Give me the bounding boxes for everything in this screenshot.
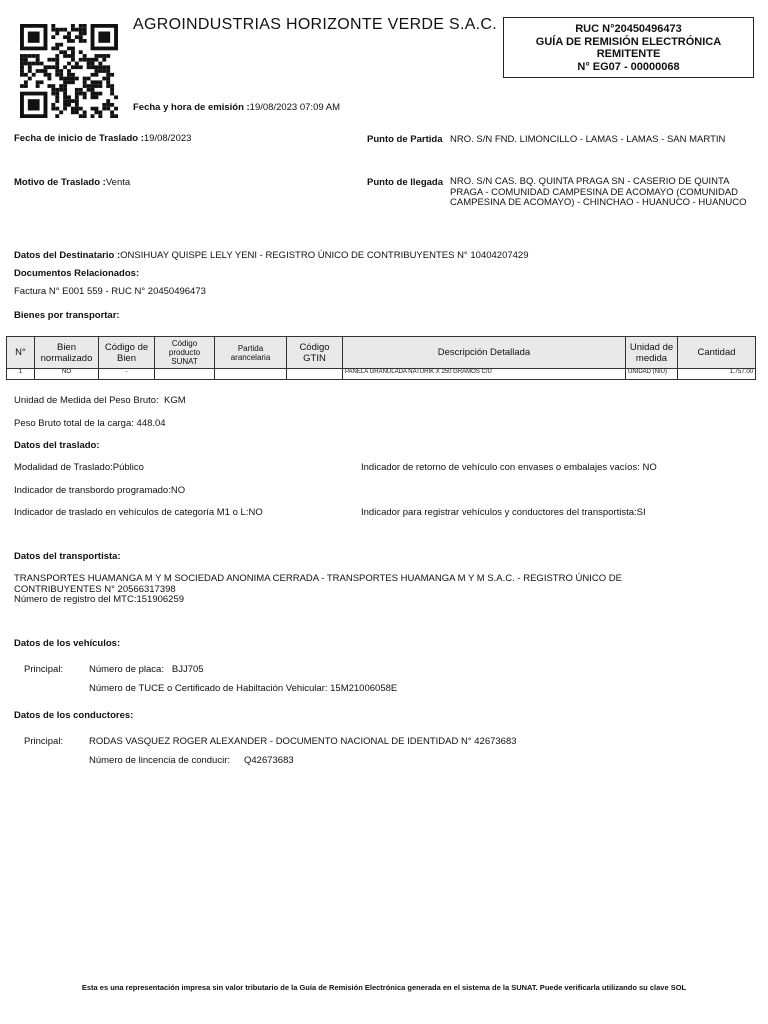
plate-value: BJJ705 bbox=[171, 664, 204, 675]
goods-label: Bienes por transportar: bbox=[14, 310, 120, 321]
destination-line: NRO. S/N CAS. BQ. QUINTA PRAGA SN - CASERIO DE QUINTA bbox=[450, 176, 730, 187]
ruc-number: RUC N°20450496473 bbox=[575, 23, 682, 35]
company-name: AGROINDUSTRIAS HORIZONTE VERDE S.A.C. bbox=[133, 16, 498, 33]
qr-code bbox=[20, 24, 118, 118]
table-cell: NO bbox=[35, 369, 99, 380]
carrier-mtc: Número de registro del MTC:151906259 bbox=[14, 594, 185, 605]
table-cell bbox=[155, 369, 215, 380]
emission-value: 19/08/2023 07:09 AM bbox=[249, 102, 340, 113]
table-cell: 1,757.00 bbox=[678, 369, 756, 380]
transfer-start-value: 19/08/2023 bbox=[143, 133, 192, 144]
register-indicator: Indicador para registrar vehículos y conductores del transportista:SI bbox=[361, 507, 646, 518]
column-header: Partida arancelaria bbox=[215, 337, 287, 369]
destination-line: PRAGA - COMUNIDAD CAMPESINA DE ACOMAYO (COMUNIDAD bbox=[450, 186, 739, 198]
carrier-heading: Datos del transportista: bbox=[14, 551, 121, 562]
destination-line: CAMPESINA DE ACOMAYO) - CHINCHAO - HUANUCO - HUANUCO bbox=[450, 197, 747, 208]
table-cell: UNIDAD (NIU) bbox=[626, 369, 678, 380]
license-value: Q42673683 bbox=[244, 755, 294, 766]
recipient bbox=[14, 250, 529, 261]
transfer-start-label: Fecha de inicio de Traslado : bbox=[14, 133, 144, 144]
driver-name: RODAS VASQUEZ ROGER ALEXANDER - DOCUMENTO NACIONAL DE IDENTIDAD N° 42673683 bbox=[89, 736, 517, 747]
column-header: Descripción Detallada bbox=[343, 337, 626, 369]
recipient-label: Datos del Destinatario : bbox=[14, 250, 121, 261]
origin-label: Punto de Partida bbox=[367, 134, 443, 145]
plate-label: Número de placa: bbox=[89, 664, 164, 675]
related-docs-label: Documentos Relacionados: bbox=[14, 268, 140, 279]
document-type: GUÍA DE REMISIÓN ELECTRÓNICA bbox=[535, 35, 722, 48]
driver-license bbox=[89, 755, 294, 766]
column-header: Bien normalizado bbox=[35, 337, 99, 369]
transfer-start bbox=[14, 133, 191, 144]
column-header: Cantidad bbox=[678, 337, 756, 369]
document-number: N° EG07 - 00000068 bbox=[577, 60, 680, 73]
document-subtype: REMITENTE bbox=[596, 48, 661, 60]
m1-indicator: Indicador de traslado en vehículos de categoría M1 o L:NO bbox=[14, 507, 263, 518]
column-header: Código GTIN bbox=[287, 337, 343, 369]
emission-label: Fecha y hora de emisión : bbox=[133, 102, 250, 113]
transshipment-indicator: Indicador de transbordo programado:NO bbox=[14, 485, 186, 496]
vehicle-principal-label: Principal: bbox=[24, 664, 64, 675]
transfer-data-heading: Datos del traslado: bbox=[14, 440, 100, 451]
footer-disclaimer: Esta es una representación impresa sin valor tributario de la Guía de Remisión Electrónica generada en el sistema de la SUNAT. Puede verificarla utilizando su clave SOL bbox=[81, 983, 687, 992]
weight-unit bbox=[14, 395, 186, 406]
goods-table bbox=[6, 336, 756, 380]
vehicles-heading: Datos de los vehículos: bbox=[14, 638, 121, 649]
transfer-reason-label: Motivo de Traslado : bbox=[14, 177, 106, 188]
recipient-value: ONSIHUAY QUISPE LELY YENI - REGISTRO ÚNICO DE CONTRIBUYENTES N° 10404207429 bbox=[120, 250, 529, 261]
related-docs-value: Factura N° E001 559 - RUC N° 20450496473 bbox=[14, 286, 206, 297]
column-header: Unidad de medida bbox=[626, 337, 678, 369]
table-cell: - bbox=[99, 369, 155, 380]
transfer-modality: Modalidad de Traslado:Público bbox=[14, 462, 144, 473]
table-cell bbox=[287, 369, 343, 380]
carrier-details bbox=[14, 574, 622, 606]
weight-total-value: 448.04 bbox=[136, 418, 166, 429]
destination-label: Punto de llegada bbox=[367, 177, 444, 188]
transfer-reason bbox=[14, 177, 130, 188]
column-header: Código de Bien bbox=[99, 337, 155, 369]
table-header-row bbox=[7, 337, 756, 369]
weight-unit-value: KGM bbox=[164, 395, 186, 406]
origin-value: NRO. S/N FND. LIMONCILLO - LAMAS - LAMAS - SAN MARTIN bbox=[450, 134, 726, 145]
weight-unit-label: Unidad de Medida del Peso Bruto: bbox=[14, 395, 159, 406]
table-cell: 1 bbox=[7, 369, 35, 380]
license-label: Número de lincencia de conducir: bbox=[89, 755, 230, 766]
vehicle-plate bbox=[89, 664, 204, 675]
vehicle-tuce: Número de TUCE o Certificado de Habiltación Vehicular: 15M21006058E bbox=[89, 683, 398, 694]
driver-principal-label: Principal: bbox=[24, 736, 64, 747]
return-indicator: Indicador de retorno de vehículo con envases o embalajes vacíos: NO bbox=[361, 462, 657, 473]
table-row bbox=[7, 369, 756, 380]
carrier-line: CONTRIBUYENTES N° 20566317398 bbox=[14, 583, 176, 595]
emission-date bbox=[133, 102, 340, 113]
table-cell: PANELA GRANULADA NATURIK X 250 GRAMOS C/U bbox=[343, 369, 626, 380]
destination-value bbox=[450, 177, 746, 209]
drivers-heading: Datos de los conductores: bbox=[14, 710, 134, 721]
weight-total-label: Peso Bruto total de la carga: bbox=[14, 418, 134, 429]
carrier-line: TRANSPORTES HUAMANGA M Y M SOCIEDAD ANONIMA CERRADA - TRANSPORTES HUAMANGA M Y M S.A.C. - REGISTRO ÚNICO DE bbox=[14, 573, 622, 584]
table-cell bbox=[215, 369, 287, 380]
document-id-box bbox=[503, 17, 754, 78]
transfer-reason-value: Venta bbox=[105, 177, 131, 188]
weight-total bbox=[14, 418, 166, 429]
column-header: N° bbox=[7, 337, 35, 369]
column-header: Código producto SUNAT bbox=[155, 337, 215, 369]
